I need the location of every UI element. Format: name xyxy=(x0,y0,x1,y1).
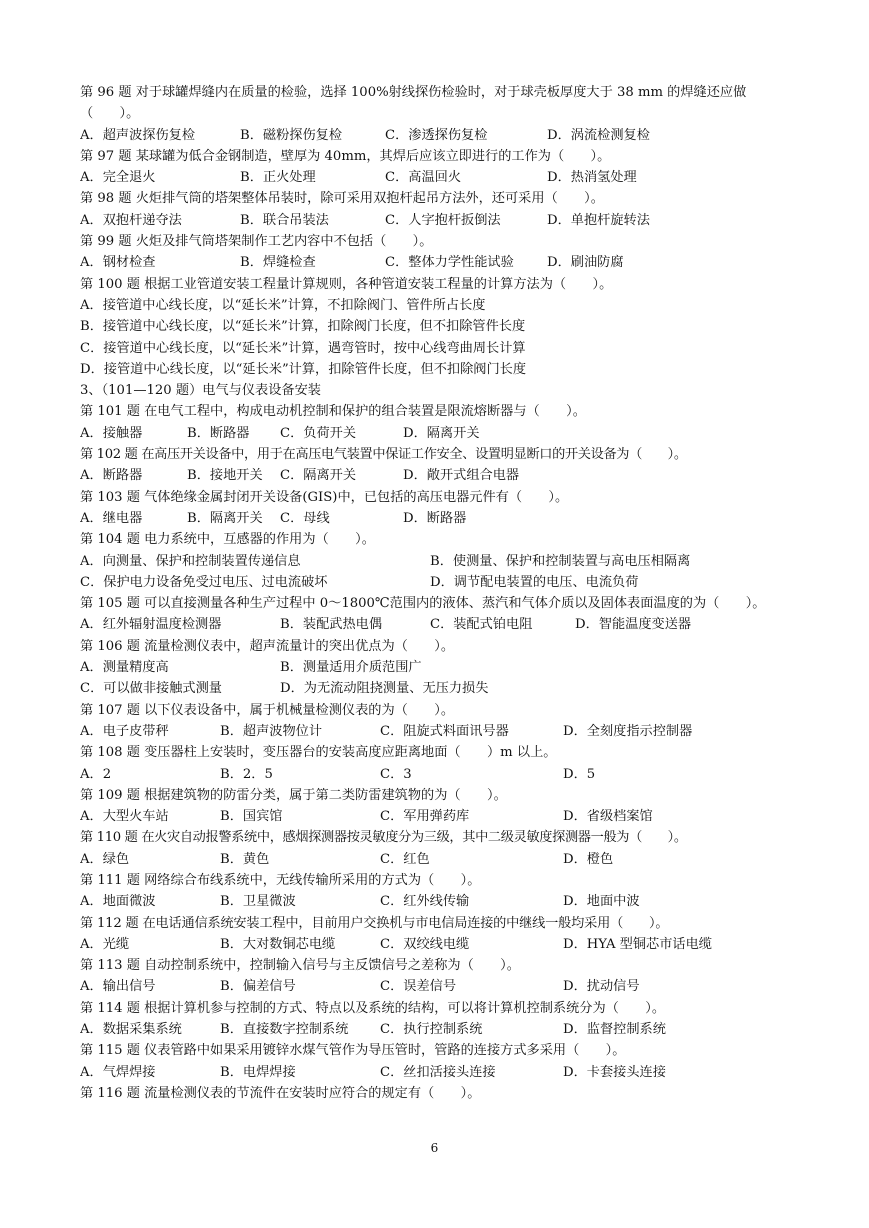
options-98 xyxy=(80,210,792,231)
options-113 xyxy=(80,976,792,997)
option-c: C．整体力学性能试验 xyxy=(385,255,514,271)
option-c: C．保护电力设备免受过电压、过电流破坏 xyxy=(80,574,328,590)
question-111: 第 111 题 网络综合布线系统中，无线传输所采用的方式为（ ）。 xyxy=(80,872,481,888)
options-104-row2 xyxy=(80,572,792,593)
options-108 xyxy=(80,764,792,785)
option-a: A．超声波探伤复检 xyxy=(80,127,196,143)
option-d: D．卡套接头连接 xyxy=(563,1064,666,1080)
option-c: C．隔离开关 xyxy=(280,468,357,484)
option-a: A．地面微波 xyxy=(80,894,156,910)
option-d: D．接管道中心线长度，以“延长米”计算，扣除管件长度，但不扣除阀门长度 xyxy=(80,361,527,377)
option-c: C．误差信号 xyxy=(380,979,457,995)
option-d: D．全刻度指示控制器 xyxy=(563,723,693,739)
option-b: B．焊缝检查 xyxy=(240,255,316,271)
option-a: A．绿色 xyxy=(80,851,130,867)
options-111 xyxy=(80,891,792,912)
option-b: B．装配武热电偶 xyxy=(280,617,383,633)
question-116: 第 116 题 流量检测仪表的节流件在安装时应符合的规定有（ ）。 xyxy=(80,1085,481,1101)
option-a: A．红外辐射温度检测器 xyxy=(80,617,222,633)
option-b: B．接地开关 xyxy=(187,468,263,484)
option-d: D．单抱杆旋转法 xyxy=(547,212,650,228)
option-a: A．电子皮带秤 xyxy=(80,723,169,739)
question-109: 第 109 题 根据建筑物的防雷分类，属于第二类防雷建筑物的为（ ）。 xyxy=(80,787,507,803)
option-a: A．光缆 xyxy=(80,936,130,952)
section-heading: 3、（101—120 题）电气与仪表设备安装 xyxy=(80,383,321,399)
question-114: 第 114 题 根据计算机参与控制的方式、特点以及系统的结构，可以将计算机控制系统分为（ ）。 xyxy=(80,1000,666,1016)
option-c: C．红外线传输 xyxy=(380,894,470,910)
option-d: D．刷油防腐 xyxy=(547,255,624,271)
option-b: B．直接数字控制系统 xyxy=(220,1022,349,1038)
option-a: A．接触器 xyxy=(80,425,143,441)
option-d: D．为无流动阻挠测量、无压力损失 xyxy=(280,681,489,697)
option-c: C．3 xyxy=(380,766,412,782)
option-c: C．高温回火 xyxy=(385,170,462,186)
option-b: B．测量适用介质范围广 xyxy=(280,660,422,676)
options-115 xyxy=(80,1062,792,1083)
options-107 xyxy=(80,721,792,742)
option-a: A．钢材检查 xyxy=(80,255,156,271)
question-115: 第 115 题 仪表管路中如果采用镀锌水煤气管作为导压管时，管路的连接方式多采用（ ）。 xyxy=(80,1043,626,1059)
option-b: B．卫星微波 xyxy=(220,894,296,910)
option-d: D．智能温度变送器 xyxy=(575,617,692,633)
option-d: D．敞开式组合电器 xyxy=(403,468,520,484)
option-a: A．双抱杆递夺法 xyxy=(80,212,182,228)
option-b: B．使测量、保护和控制装置与高电压相隔离 xyxy=(430,553,691,569)
option-d: D．省级档案馆 xyxy=(563,809,653,825)
option-c: C．母线 xyxy=(280,510,330,526)
option-d: D．HYA 型铜芯市话电缆 xyxy=(563,936,712,952)
options-103 xyxy=(80,508,792,529)
option-a: A．完全退火 xyxy=(80,170,156,186)
option-c: C．渗透探伤复检 xyxy=(385,127,488,143)
option-d: D．热消氢处理 xyxy=(547,170,637,186)
option-b: B．超声波物位计 xyxy=(220,723,323,739)
question-102: 第 102 题 在高压开关设备中，用于在高压电气装置中保证工作安全、设置明显断口的开关设备为（ ）。 xyxy=(80,447,687,463)
options-97 xyxy=(80,167,792,188)
option-a: A．2 xyxy=(80,766,112,782)
option-d: D．5 xyxy=(563,766,596,782)
option-c: C．接管道中心线长度，以“延长米”计算，遇弯管时，按中心线弯曲周长计算 xyxy=(80,340,526,356)
option-a: A．向测量、保护和控制装置传递信息 xyxy=(80,553,301,569)
option-a: A．气焊焊接 xyxy=(80,1064,156,1080)
option-d: D．地面中波 xyxy=(563,894,640,910)
option-b: B．电焊焊接 xyxy=(220,1064,296,1080)
option-b: B．接管道中心线长度，以“延长米”计算，扣除阀门长度，但不扣除管件长度 xyxy=(80,319,526,335)
question-97: 第 97 题 某球罐为低合金钢制造，壁厚为 40mm，其焊后应该立即进行的工作为（ ）。 xyxy=(80,148,611,164)
option-a: A．断路器 xyxy=(80,468,143,484)
options-99 xyxy=(80,252,792,273)
question-103: 第 103 题 气体绝缘金属封闭开关设备(GIS)中，已包括的高压电器元件有（ ）。 xyxy=(80,489,569,505)
option-b: B．2．5 xyxy=(220,766,273,782)
question-112: 第 112 题 在电话通信系统安装工程中，目前用户交换机与市电信局连接的中继线一般均采用（ ）。 xyxy=(80,915,669,931)
option-c: C．阻旋式料面讯号器 xyxy=(380,723,509,739)
question-98: 第 98 题 火炬排气筒的塔架整体吊装时，除可采用双抱杆起吊方法外，还可采用（ ）。 xyxy=(80,191,604,207)
option-d: D．监督控制系统 xyxy=(563,1022,666,1038)
option-a: A．接管道中心线长度，以“延长米”计算，不扣除阀门、管件所占长度 xyxy=(80,297,486,313)
option-d: D．调节配电装置的电压、电流负荷 xyxy=(430,574,639,590)
option-c: C．军用弹药库 xyxy=(380,809,470,825)
options-106-row1 xyxy=(80,657,792,678)
option-b: B．黄色 xyxy=(220,851,270,867)
question-96: 第 96 题 对于球罐焊缝内在质量的检验，选择 100%射线探伤检验时，对于球壳板厚度大于 38 mm 的焊缝还应做（ ）。 xyxy=(80,85,747,122)
option-a: A．继电器 xyxy=(80,510,143,526)
option-b: B．联合吊装法 xyxy=(240,212,329,228)
option-b: B．隔离开关 xyxy=(187,510,263,526)
option-a: A．数据采集系统 xyxy=(80,1022,182,1038)
option-b: B．国宾馆 xyxy=(220,809,283,825)
option-d: D．隔离开关 xyxy=(403,425,480,441)
option-b: B．偏差信号 xyxy=(220,979,296,995)
options-109 xyxy=(80,806,792,827)
options-112 xyxy=(80,934,792,955)
question-113: 第 113 题 自动控制系统中，控制输入信号与主反馈信号之差称为（ ）。 xyxy=(80,958,520,974)
page-number: 6 xyxy=(430,1141,439,1155)
option-c: C．人字抱杆扳倒法 xyxy=(385,212,501,228)
question-99: 第 99 题 火炬及排气筒塔架制作工艺内容中不包括（ ）。 xyxy=(80,234,433,250)
options-96 xyxy=(80,125,792,146)
option-b: B．正火处理 xyxy=(240,170,316,186)
options-110 xyxy=(80,849,792,870)
option-a: A．测量精度高 xyxy=(80,660,169,676)
options-106-row2 xyxy=(80,678,792,699)
option-c: C．执行控制系统 xyxy=(380,1022,483,1038)
option-c: C．红色 xyxy=(380,851,430,867)
document-body xyxy=(80,82,792,1104)
options-102 xyxy=(80,465,792,486)
question-100: 第 100 题 根据工业管道安装工程量计算规则，各种管道安装工程量的计算方法为（ ）。 xyxy=(80,276,613,292)
option-c: C．双绞线电缆 xyxy=(380,936,470,952)
option-c: C．可以做非接触式测量 xyxy=(80,681,222,697)
options-101 xyxy=(80,423,792,444)
options-105 xyxy=(80,614,792,635)
option-b: B．断路器 xyxy=(187,425,250,441)
option-b: B．磁粉探伤复检 xyxy=(240,127,343,143)
option-a: A．输出信号 xyxy=(80,979,156,995)
option-a: A．大型火车站 xyxy=(80,809,169,825)
options-114 xyxy=(80,1019,792,1040)
option-d: D．涡流检测复检 xyxy=(547,127,650,143)
option-d: D．断路器 xyxy=(403,510,467,526)
question-110: 第 110 题 在火灾自动报警系统中，感烟探测器按灵敏度分为三级，其中二级灵敏度探测器一般为（ ）。 xyxy=(80,830,687,846)
option-c: C．丝扣活接头连接 xyxy=(380,1064,496,1080)
question-107: 第 107 题 以下仪表设备中，属于机械量检测仪表的为（ ）。 xyxy=(80,702,455,718)
option-c: C．负荷开关 xyxy=(280,425,357,441)
option-d: D．扰动信号 xyxy=(563,979,640,995)
question-108: 第 108 题 变压器柱上安装时，变压器台的安装高度应距离地面（ ）m 以上。 xyxy=(80,745,557,761)
question-104: 第 104 题 电力系统中，互感器的作用为（ ）。 xyxy=(80,532,375,548)
option-d: D．橙色 xyxy=(563,851,614,867)
options-104-row1 xyxy=(80,551,792,572)
question-106: 第 106 题 流量检测仪表中，超声流量计的突出优点为（ ）。 xyxy=(80,638,455,654)
option-b: B．大对数铜芯电缆 xyxy=(220,936,336,952)
question-101: 第 101 题 在电气工程中，构成电动机控制和保护的组合装置是限流熔断器与（ ）。 xyxy=(80,404,586,420)
question-105: 第 105 题 可以直接测量各种生产过程中 0～1800℃范围内的液体、蒸汽和气体介质以及固体表面温度的为（ ）。 xyxy=(80,596,766,612)
option-c: C．装配式铂电阻 xyxy=(430,617,533,633)
